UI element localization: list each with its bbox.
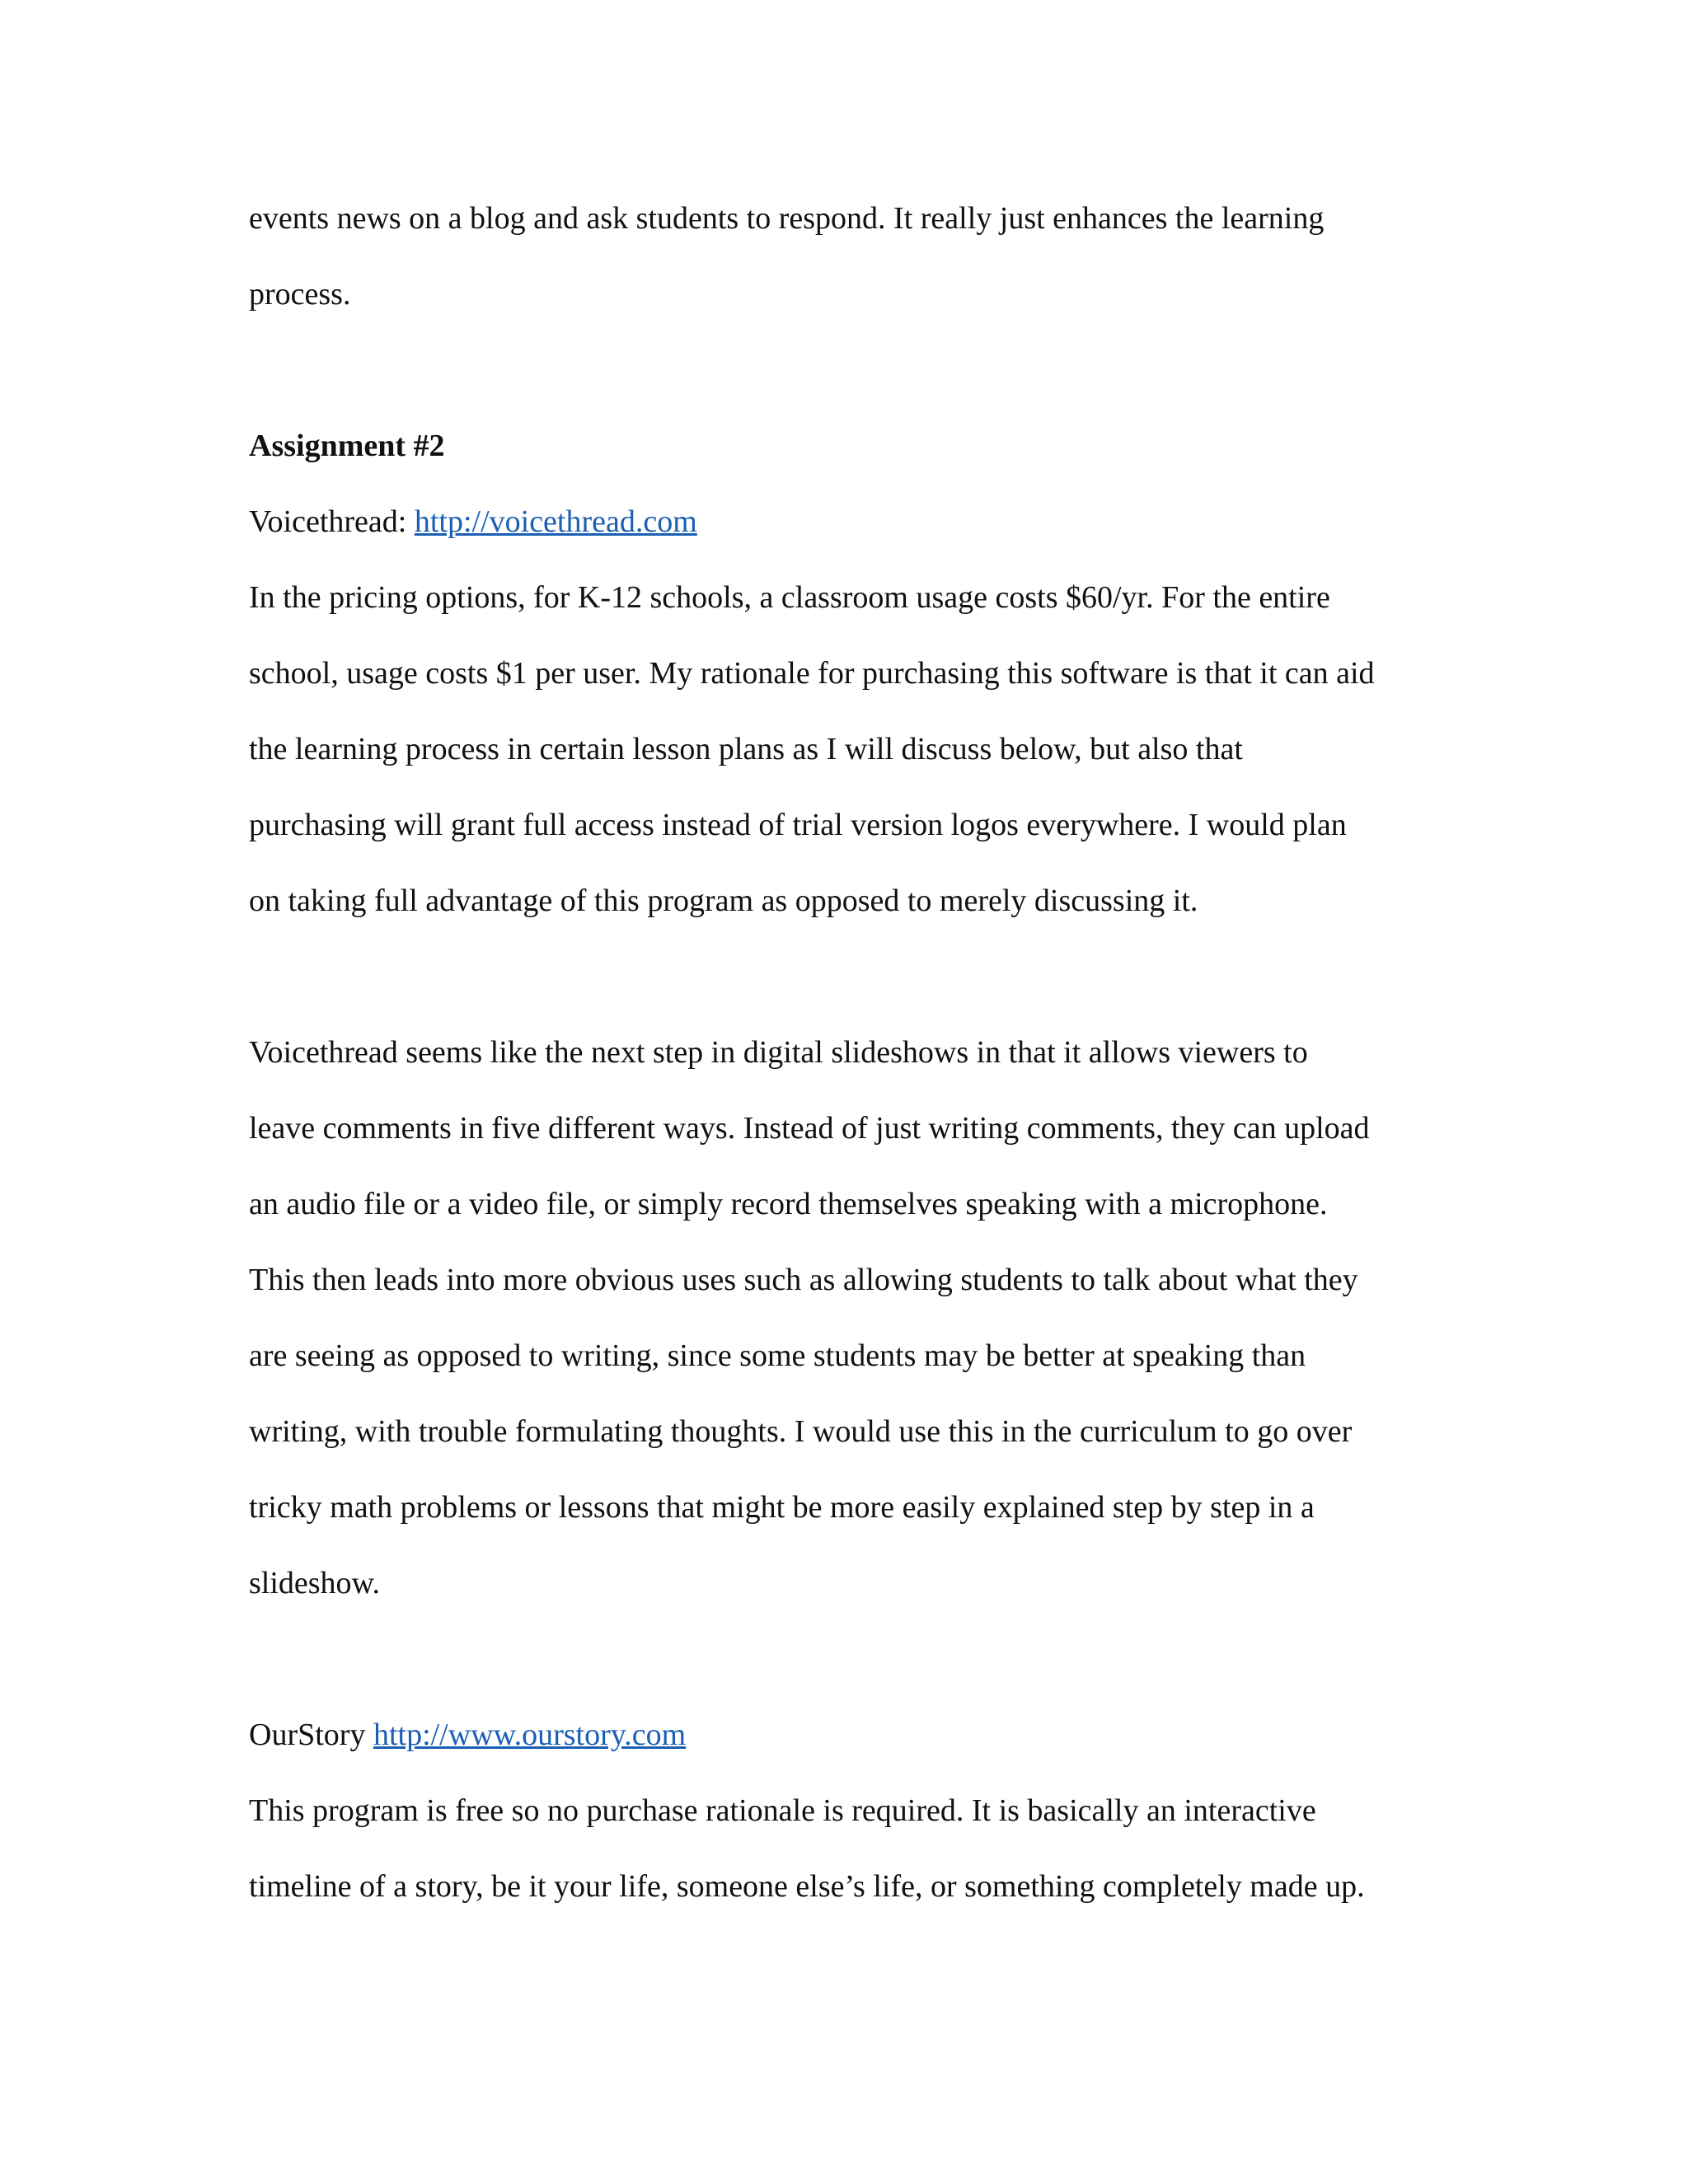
assignment-heading: Assignment #2 xyxy=(249,429,445,463)
body-text-line: the learning process in certain lesson plans as I will discuss below, but also that xyxy=(249,732,1243,766)
body-text-line: slideshow. xyxy=(249,1566,381,1601)
body-text-line: writing, with trouble formulating thoughts. I would use this in the curriculum to go over xyxy=(249,1414,1353,1449)
body-text-line: In the pricing options, for K-12 schools, a classroom usage costs $60/yr. For the entire xyxy=(249,580,1330,615)
body-text-line: This then leads into more obvious uses such as allowing students to talk about what they xyxy=(249,1263,1358,1297)
ourstory-label-line xyxy=(249,1716,686,1754)
body-text-line: are seeing as opposed to writing, since some students may be better at speaking than xyxy=(249,1338,1306,1373)
body-text-line: events news on a blog and ask students to respond. It really just enhances the learning xyxy=(249,201,1325,236)
body-text-line: tricky math problems or lessons that might be more easily explained step by step in a xyxy=(249,1490,1315,1525)
voicethread-label: Voicethread: xyxy=(249,504,415,539)
body-text-line: school, usage costs $1 per user. My rationale for purchasing this software is that it can aid xyxy=(249,656,1375,691)
body-text-line: on taking full advantage of this program as opposed to merely discussing it. xyxy=(249,883,1198,918)
body-text-line: This program is free so no purchase rationale is required. It is basically an interactive xyxy=(249,1793,1316,1828)
voicethread-label-line xyxy=(249,503,697,541)
body-text-line: leave comments in five different ways. Instead of just writing comments, they can upload xyxy=(249,1111,1370,1146)
body-text-line: an audio file or a video file, or simply record themselves speaking with a microphone. xyxy=(249,1187,1328,1221)
body-text-line: timeline of a story, be it your life, someone else’s life, or something completely made up. xyxy=(249,1869,1365,1904)
voicethread-link[interactable]: http://voicethread.com xyxy=(414,504,697,539)
body-text-line: process. xyxy=(249,277,351,312)
ourstory-link[interactable]: http://www.ourstory.com xyxy=(373,1718,687,1752)
body-text-line: Voicethread seems like the next step in digital slideshows in that it allows viewers to xyxy=(249,1035,1308,1070)
body-text-line: purchasing will grant full access instead of trial version logos everywhere. I would plan xyxy=(249,808,1347,842)
ourstory-label: OurStory xyxy=(249,1718,373,1752)
